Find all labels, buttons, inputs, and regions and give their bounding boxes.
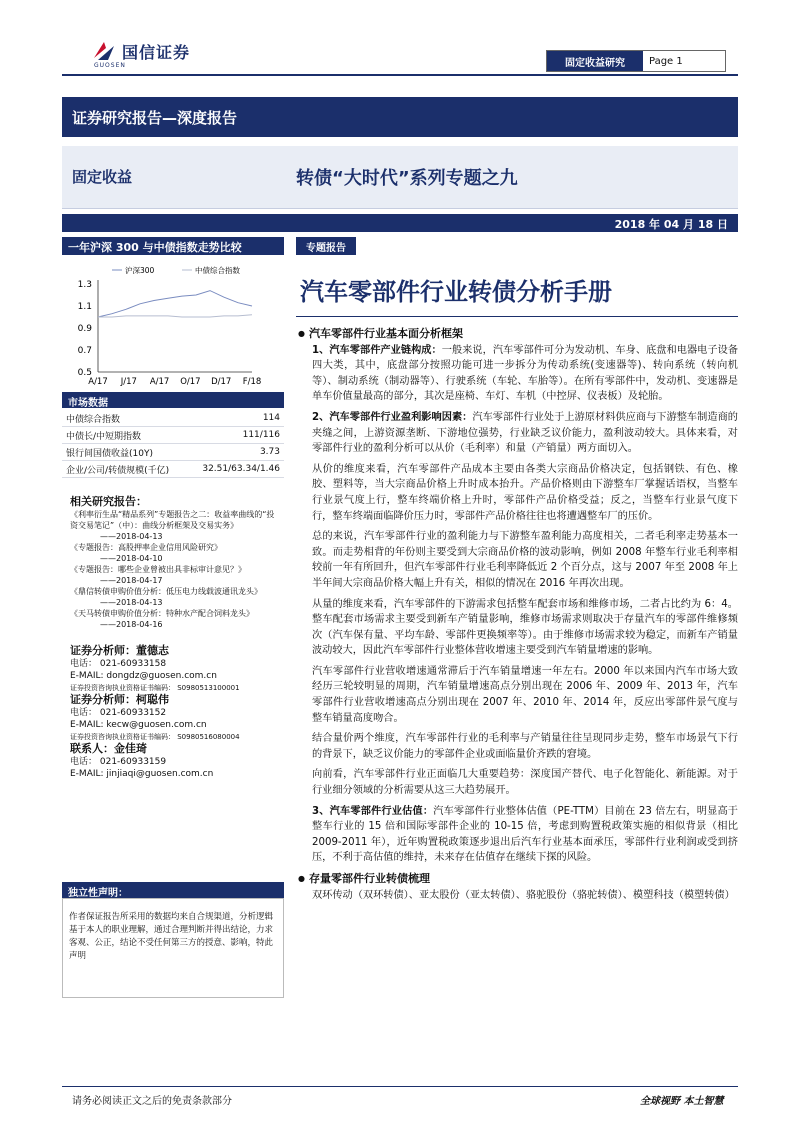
paragraph-lead: 1、汽车零部件产业链构成： — [312, 344, 442, 356]
header-divider — [62, 74, 738, 76]
analyst-email[interactable]: E-MAIL: dongdz@guosen.com.cn — [70, 671, 217, 681]
analyst-block — [70, 645, 284, 694]
paragraph-lead: 3、汽车零部件行业估值： — [312, 805, 434, 817]
related-report-date: ——2018-04-13 — [100, 598, 163, 607]
analyst-role: 联系人： — [70, 742, 114, 755]
paragraph — [298, 343, 738, 405]
logo-subtext: GUOSEN — [94, 62, 126, 69]
related-reports-title: 相关研究报告： — [70, 495, 147, 508]
analyst-role: 证券分析师： — [70, 644, 136, 657]
related-report-date: ——2018-04-16 — [100, 620, 163, 629]
paragraph: 从价的维度来看，汽车零部件产品成本主要由各类大宗商品价格决定，包括钢铁、有色、橡胶、塑料等，当大宗商品价格上升时成本抬升。产品价格则由下游整车厂掌握话语权，当整车行业景气度上行，整车终端价格上升时，零部件产品价格受益；反之，当整车行业景气度下行，整车终端面临降价压力时，零部件产品价格往往也将遭遇整车厂的压价。 — [312, 463, 738, 522]
report-type-band — [62, 97, 738, 137]
report-body — [298, 326, 738, 908]
disclaimer-note: 请务必阅读正文之后的免责条款部分 — [72, 1096, 232, 1107]
x-tick-label: A/17 — [88, 377, 108, 387]
paragraph — [298, 410, 738, 457]
related-report-item[interactable]: 《专题报告：哪些企业曾被出具非标审计意见？》 — [70, 565, 246, 574]
x-tick-label: A/17 — [149, 377, 170, 387]
analyst-name: 董德志 — [136, 644, 169, 657]
table-row — [62, 427, 284, 444]
related-report-date: ——2018-04-10 — [100, 554, 163, 563]
paragraph-text: 汽车零部件行业处于上游原材料供应商与下游整车制造商的夹缝之间，上游资源垄断、下游地位强势，行业缺乏议价能力，盈利波动较大。具体来看，对零部件行业的盈利分析可以从价（毛利率）和量（产销量）两方面切入。 — [312, 411, 738, 455]
table-row — [62, 444, 284, 461]
market-data-title: 市场数据 — [68, 398, 108, 409]
market-value: 111/116 — [187, 427, 284, 444]
report-title: 汽车零部件行业转债分析手册 — [300, 278, 612, 306]
related-report-item[interactable]: 《利率衍生品“精品系列”专题报告之二：收益率曲线的“投资交易笔记”（中）：曲线分析框架及交易实务》 — [70, 510, 275, 530]
x-tick-label: D/17 — [211, 377, 232, 387]
analyst-phone: 电话： 021-60933159 — [70, 757, 167, 767]
slogan: 全球视野 本土智慧 — [640, 1096, 724, 1107]
analyst-contacts — [70, 645, 284, 780]
analyst-block — [70, 694, 284, 743]
x-tick-label: F/18 — [242, 377, 262, 387]
market-value: 114 — [187, 410, 284, 427]
y-tick-label: 0.7 — [77, 346, 92, 356]
analyst-block — [70, 743, 284, 780]
footer-divider — [62, 1086, 738, 1087]
market-value: 3.73 — [187, 444, 284, 461]
related-report-item[interactable]: 《专题报告：高股押率企业信用风险研究》 — [70, 543, 222, 552]
related-report-date: ——2018-04-13 — [100, 532, 163, 541]
chart-title: 一年沪深 300 与中债指数走势比较 — [68, 241, 242, 254]
header-category: 固定收益研究 — [547, 51, 643, 71]
market-key: 银行间国债收益(10Y) — [62, 444, 187, 461]
header-tag — [546, 50, 726, 72]
paragraph: 结合量价两个维度，汽车零部件行业的毛利率与产销量往往呈现同步走势，整车市场景气下行的背景下，缺乏议价能力的零部件企业或面临量价齐跌的窘境。 — [312, 733, 738, 760]
market-value: 32.51/63.34/1.46 — [187, 461, 284, 478]
chart-title-bar — [62, 237, 284, 255]
related-report-date: ——2018-04-17 — [100, 576, 163, 585]
section-heading: ● 存量零部件行业转债梳理 — [298, 871, 738, 887]
y-tick-label: 0.5 — [77, 368, 92, 378]
series-title: 转债“大时代”系列专题之九 — [296, 168, 518, 189]
paragraph-lead: 2、汽车零部件行业盈利影响因素： — [312, 411, 473, 423]
analyst-name: 金佳琦 — [114, 742, 147, 755]
analyst-phone: 电话： 021-60933152 — [70, 708, 167, 718]
paragraph-text: 一般来说，汽车零部件可分为发动机、车身、底盘和电器电子设备四大类，其中，底盘部分按照功能可进一步拆分为传动系统(变速器等)、转向系统（转向机等）、制动系统（制动器等）、行驶系统（车轮、车胎等）。在所有零部件中，发动机、变速器是单车价值量最高的部分，其次是座椅、车灯、车机（中控屏、仪表板）及轮胎。 — [312, 344, 739, 403]
related-reports — [70, 496, 280, 630]
independence-title-bar — [62, 882, 284, 898]
analyst-name: 柯聪伟 — [136, 693, 169, 706]
table-row — [62, 461, 284, 478]
logo-text: 国信证券 — [122, 43, 191, 62]
market-key: 企业/公司/转债规模(千亿) — [62, 461, 187, 478]
y-tick-label: 0.9 — [77, 324, 92, 334]
paragraph: 向前看，汽车零部件行业正面临几大重要趋势：深度国产替代、电子化智能化、新能源。对于行业细分领域的分析需要从这三大趋势展开。 — [312, 769, 738, 797]
index-trend-chart — [62, 258, 284, 390]
table-row — [62, 410, 284, 427]
analyst-email[interactable]: E-MAIL: kecw@guosen.com.cn — [70, 720, 207, 730]
analyst-phone: 电话： 021-60933158 — [70, 659, 167, 669]
legend-label: 中债综合指数 — [195, 266, 240, 275]
analyst-license: 证券投资咨询执业资格证书编码： S0980513100001 — [70, 684, 240, 692]
report-type: 证券研究报告—深度报告 — [72, 109, 238, 127]
independence-title: 独立性声明： — [68, 888, 128, 899]
report-date: 2018 年 04 月 18 日 — [614, 218, 728, 231]
independence-statement: 作者保证报告所采用的数据均来自合规渠道，分析逻辑基于本人的职业理解，通过合理判断并得出结论，力求客观、公正，结论不受任何第三方的授意、影响，特此声明 — [62, 898, 284, 998]
paragraph: 汽车零部件行业营收增速通常滞后于汽车销量增速一年左右。2000 年以来国内汽车市场大致经历三轮较明显的周期，汽车销量增速高点分别出现在 2006 年、2009 年、2013 年，汽车零部件行业营收增速高点分别出现在 2007 年、2010 年、2014 年，反应出零部件景气度与整车销量高度吻合。 — [312, 665, 738, 724]
related-report-item[interactable]: 《天马转债申购价值分析：特种水产配合饲料龙头》 — [70, 609, 254, 618]
analyst-license: 证券投资咨询执业资格证书编码： S0980516080004 — [70, 733, 240, 741]
analyst-role: 证券分析师： — [70, 693, 136, 706]
date-bar — [62, 214, 738, 232]
y-tick-label: 1.1 — [77, 302, 92, 312]
legend-label: 沪深300 — [125, 266, 155, 275]
y-tick-label: 1.3 — [77, 280, 92, 290]
analyst-email[interactable]: E-MAIL: jinjiaqi@guosen.com.cn — [70, 769, 214, 779]
section-name: 固定收益 — [72, 168, 133, 186]
x-tick-label: J/17 — [120, 377, 137, 387]
paragraph: 从量的维度来看，汽车零部件的下游需求包括整车配套市场和维修市场，二者占比约为 6：4。整车配套市场需求主要受到新车产销量影响，维修市场需求则取决于存量汽车的零部件维修频次（汽车保有量、平均车龄、零部件更换频率等）。由于维修市场需求较为稳定，而新车产销量波动较大，因此汽车零部件行业整体营收增速主要受到汽车销量增速的影响。 — [312, 598, 738, 657]
series-band — [62, 146, 738, 209]
paragraph-text: 汽车零部件行业整体估值（PE-TTM）目前在 23 倍左右，明显高于整车行业的 15 倍和国际零部件企业的 10-15 倍，考虑到购置税政策实施的相似背景（相比 2009-2011 年），近年购置税政策逐步退出后汽车行业基本面承压，零部件行业利润或受到挤压，不利于高估值的维持，未来存在估值存在继续下探的风险。 — [312, 805, 738, 864]
x-tick-label: O/17 — [180, 377, 201, 387]
market-data-title-bar — [62, 392, 284, 408]
market-key: 中债综合指数 — [62, 410, 187, 427]
report-category-tag: 专题报告 — [296, 237, 356, 255]
series-line-hs300 — [98, 291, 252, 317]
paragraph: 总的来说，汽车零部件行业的盈利能力与下游整车盈利能力高度相关，二者毛利率走势基本一致。而走势相背的年份则主要受到大宗商品价格的波动影响，例如 2008 年整车行业毛利率相较前一年有所回升，但汽车零部件行业毛利率降低近 2 个百分点，这与 2007 年至 2008 年上半年间大宗商品价格大幅上升有关，相似的情况在 2016 年再次出现。 — [312, 531, 738, 589]
market-key: 中债长/中短期指数 — [62, 427, 187, 444]
market-data-table — [62, 410, 284, 478]
series-line-bond-index — [98, 315, 252, 317]
related-report-item[interactable]: 《鼎信转债申购价值分析：低压电力线载波通讯龙头》 — [70, 587, 262, 596]
title-divider — [296, 316, 738, 317]
company-logo — [92, 36, 252, 68]
paragraph: 双环传动（双环转债）、亚太股份（亚太转债）、骆驼股份（骆驼转债）、模塑科技（模塑转债） — [312, 889, 735, 901]
page-number: Page 1 — [649, 55, 683, 67]
section-heading: ● 汽车零部件行业基本面分析框架 — [298, 326, 738, 342]
paragraph — [298, 804, 738, 866]
logo-mark-icon — [92, 38, 116, 62]
